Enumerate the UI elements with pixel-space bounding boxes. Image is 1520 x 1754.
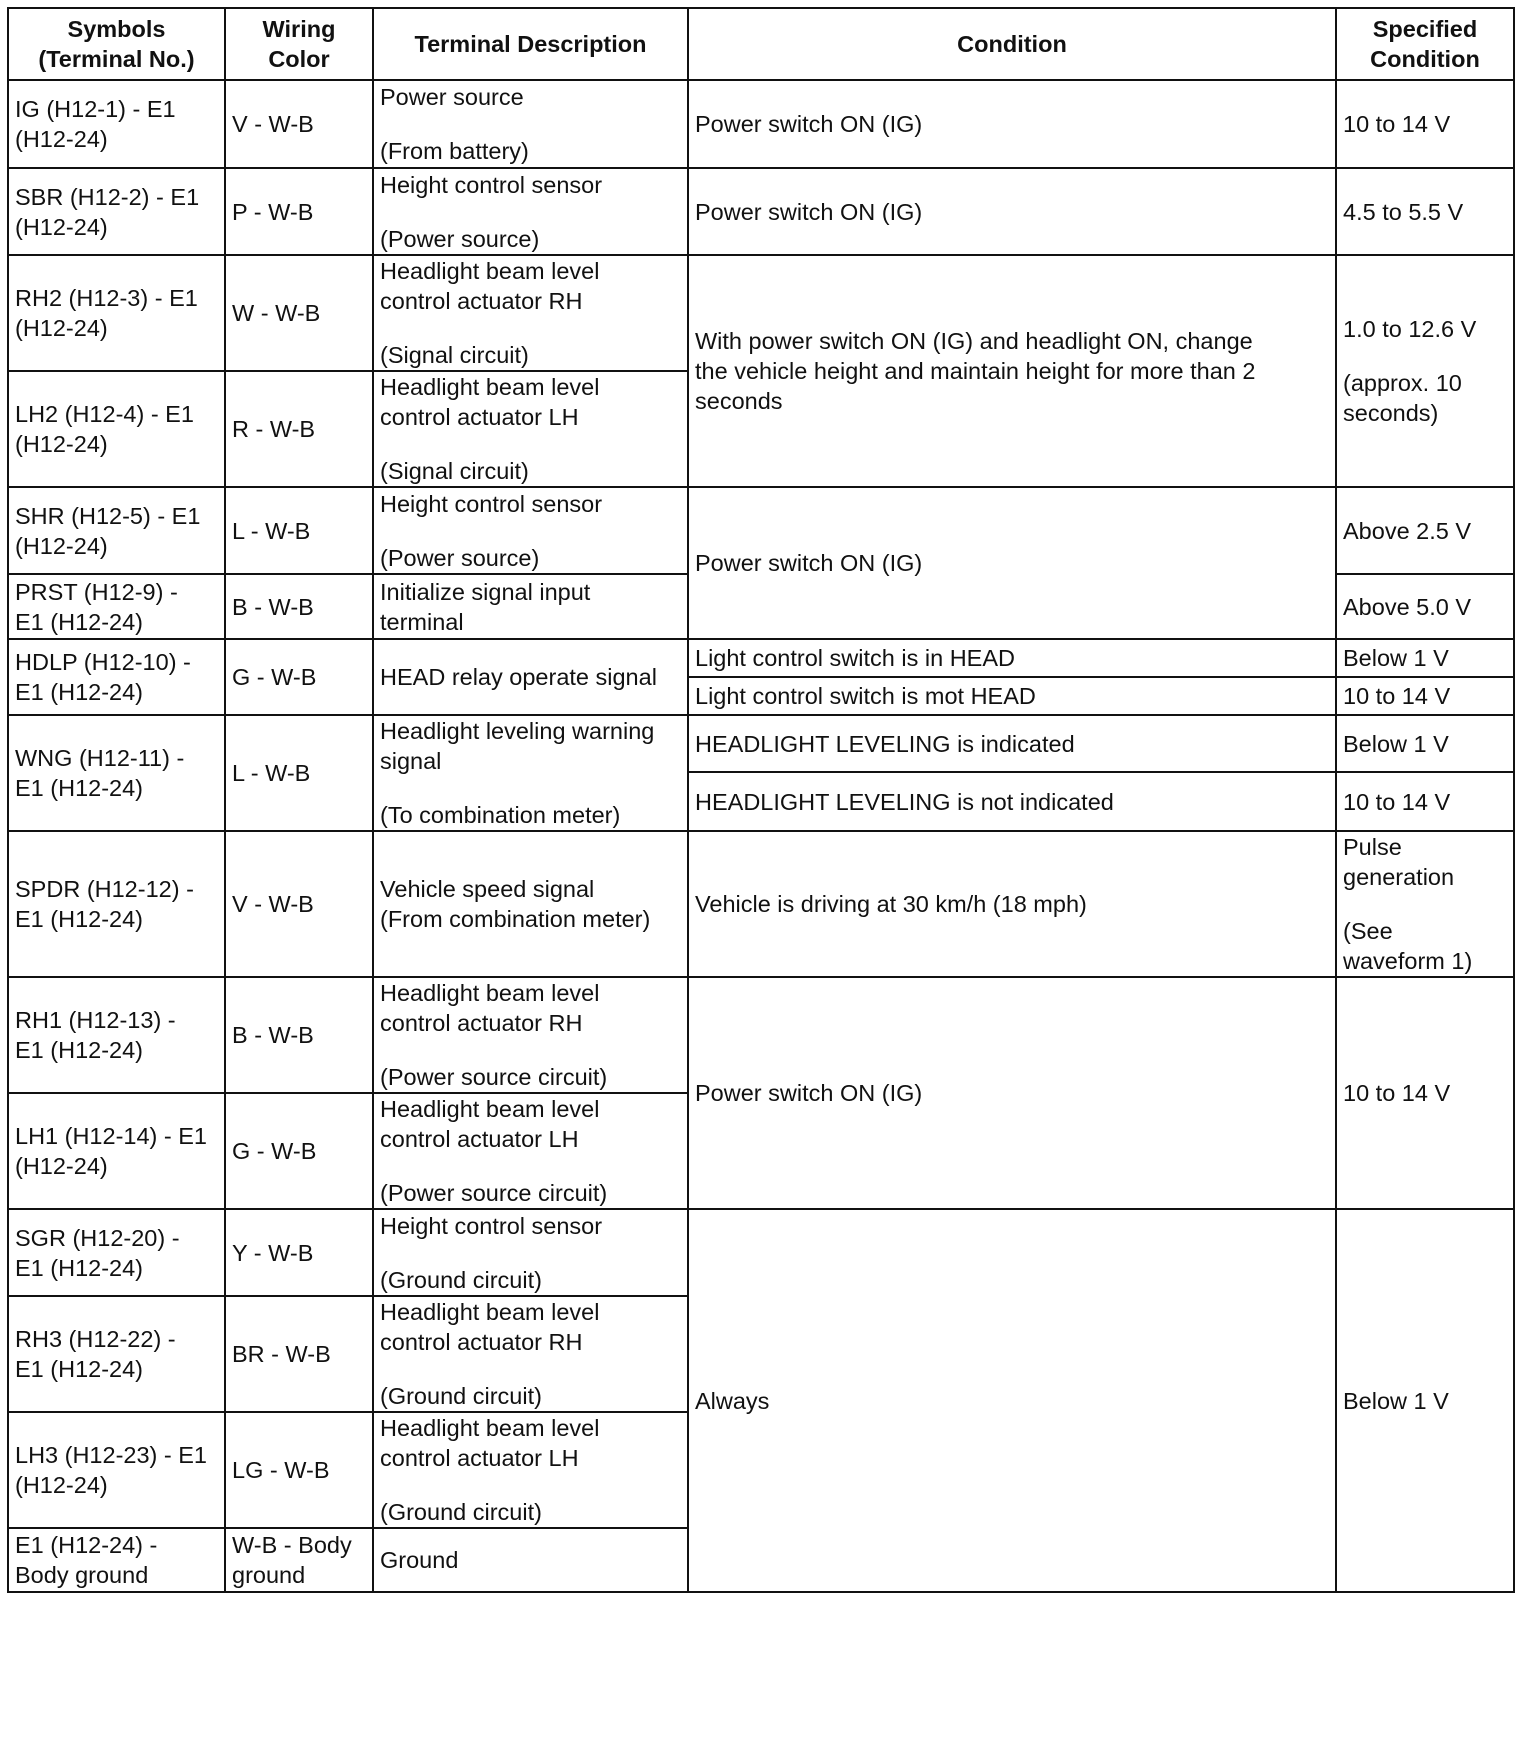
condition-cell: Light control switch is in HEAD: [688, 639, 1336, 677]
description-cell: Headlight beam level control actuator RH (Ground circuit): [373, 1296, 688, 1412]
header-wiring-color: Wiring Color: [225, 8, 373, 80]
description-cell: Headlight beam level control actuator RH (Signal circuit): [373, 255, 688, 371]
wiring-cell: L - W-B: [225, 487, 373, 574]
description-cell: Headlight leveling warning signal (To combination meter): [373, 715, 688, 831]
condition-cell: With power switch ON (IG) and headlight ON, change the vehicle height and maintain height for more than 2 seconds: [688, 255, 1336, 487]
table-row: [8, 977, 1514, 1093]
symbol-cell: WNG (H12-11) - E1 (H12-24): [8, 715, 225, 831]
symbol-cell: SPDR (H12-12) - E1 (H12-24): [8, 831, 225, 977]
symbol-cell: SHR (H12-5) - E1 (H12-24): [8, 487, 225, 574]
description-cell: Height control sensor (Ground circuit): [373, 1209, 688, 1296]
symbol-cell: SGR (H12-20) - E1 (H12-24): [8, 1209, 225, 1296]
symbol-cell: RH1 (H12-13) - E1 (H12-24): [8, 977, 225, 1093]
description-cell: Headlight beam level control actuator LH (Power source circuit): [373, 1093, 688, 1209]
condition-cell: Power switch ON (IG): [688, 168, 1336, 255]
description-cell: Height control sensor (Power source): [373, 168, 688, 255]
header-condition: Condition: [688, 8, 1336, 80]
terminal-table: [7, 7, 1515, 1593]
description-cell: Vehicle speed signal (From combination meter): [373, 831, 688, 977]
spec-cell: 4.5 to 5.5 V: [1336, 168, 1514, 255]
table-row: [8, 255, 1514, 371]
description-cell: Headlight beam level control actuator RH (Power source circuit): [373, 977, 688, 1093]
header-terminal-description: Terminal Description: [373, 8, 688, 80]
spec-cell: 10 to 14 V: [1336, 677, 1514, 715]
symbol-cell: HDLP (H12-10) - E1 (H12-24): [8, 639, 225, 715]
wiring-cell: W - W-B: [225, 255, 373, 371]
table-header-row: [8, 8, 1514, 80]
condition-cell: Vehicle is driving at 30 km/h (18 mph): [688, 831, 1336, 977]
symbol-cell: IG (H12-1) - E1 (H12-24): [8, 80, 225, 168]
table-row: [8, 715, 1514, 772]
spec-cell: Above 2.5 V: [1336, 487, 1514, 574]
condition-cell: Power switch ON (IG): [688, 80, 1336, 168]
description-cell: Headlight beam level control actuator LH (Ground circuit): [373, 1412, 688, 1528]
description-cell: Initialize signal input terminal: [373, 574, 688, 639]
table-row: [8, 487, 1514, 574]
spec-cell: Above 5.0 V: [1336, 574, 1514, 639]
wiring-cell: B - W-B: [225, 977, 373, 1093]
wiring-cell: W-B - Body ground: [225, 1528, 373, 1592]
condition-cell: Power switch ON (IG): [688, 487, 1336, 639]
wiring-cell: G - W-B: [225, 639, 373, 715]
wiring-cell: B - W-B: [225, 574, 373, 639]
spec-cell: 10 to 14 V: [1336, 80, 1514, 168]
wiring-cell: R - W-B: [225, 371, 373, 487]
condition-cell: HEADLIGHT LEVELING is not indicated: [688, 772, 1336, 831]
spec-cell: 10 to 14 V: [1336, 772, 1514, 831]
condition-cell: Always: [688, 1209, 1336, 1592]
wiring-cell: LG - W-B: [225, 1412, 373, 1528]
description-cell: Headlight beam level control actuator LH (Signal circuit): [373, 371, 688, 487]
description-cell: Height control sensor (Power source): [373, 487, 688, 574]
condition-cell: HEADLIGHT LEVELING is indicated: [688, 715, 1336, 772]
wiring-cell: V - W-B: [225, 831, 373, 977]
symbol-cell: E1 (H12-24) - Body ground: [8, 1528, 225, 1592]
wiring-cell: BR - W-B: [225, 1296, 373, 1412]
spec-cell: 1.0 to 12.6 V (approx. 10 seconds): [1336, 255, 1514, 487]
terminal-table-container: [7, 7, 1515, 1593]
table-row: [8, 831, 1514, 977]
table-row: [8, 80, 1514, 168]
symbol-cell: LH2 (H12-4) - E1 (H12-24): [8, 371, 225, 487]
symbol-cell: RH2 (H12-3) - E1 (H12-24): [8, 255, 225, 371]
table-row: [8, 639, 1514, 677]
header-specified-condition: Specified Condition: [1336, 8, 1514, 80]
spec-cell: Below 1 V: [1336, 639, 1514, 677]
wiring-cell: G - W-B: [225, 1093, 373, 1209]
table-row: [8, 1209, 1514, 1296]
description-cell: HEAD relay operate signal: [373, 639, 688, 715]
spec-cell: Pulse generation (See waveform 1): [1336, 831, 1514, 977]
spec-cell: 10 to 14 V: [1336, 977, 1514, 1209]
symbol-cell: LH1 (H12-14) - E1 (H12-24): [8, 1093, 225, 1209]
symbol-cell: LH3 (H12-23) - E1 (H12-24): [8, 1412, 225, 1528]
wiring-cell: L - W-B: [225, 715, 373, 831]
table-row: [8, 168, 1514, 255]
symbol-cell: SBR (H12-2) - E1 (H12-24): [8, 168, 225, 255]
wiring-cell: P - W-B: [225, 168, 373, 255]
spec-cell: Below 1 V: [1336, 715, 1514, 772]
symbol-cell: PRST (H12-9) - E1 (H12-24): [8, 574, 225, 639]
condition-cell: Light control switch is mot HEAD: [688, 677, 1336, 715]
description-cell: Ground: [373, 1528, 688, 1592]
wiring-cell: V - W-B: [225, 80, 373, 168]
description-cell: Power source (From battery): [373, 80, 688, 168]
symbol-cell: RH3 (H12-22) - E1 (H12-24): [8, 1296, 225, 1412]
header-symbols: Symbols (Terminal No.): [8, 8, 225, 80]
condition-cell: Power switch ON (IG): [688, 977, 1336, 1209]
wiring-cell: Y - W-B: [225, 1209, 373, 1296]
spec-cell: Below 1 V: [1336, 1209, 1514, 1592]
